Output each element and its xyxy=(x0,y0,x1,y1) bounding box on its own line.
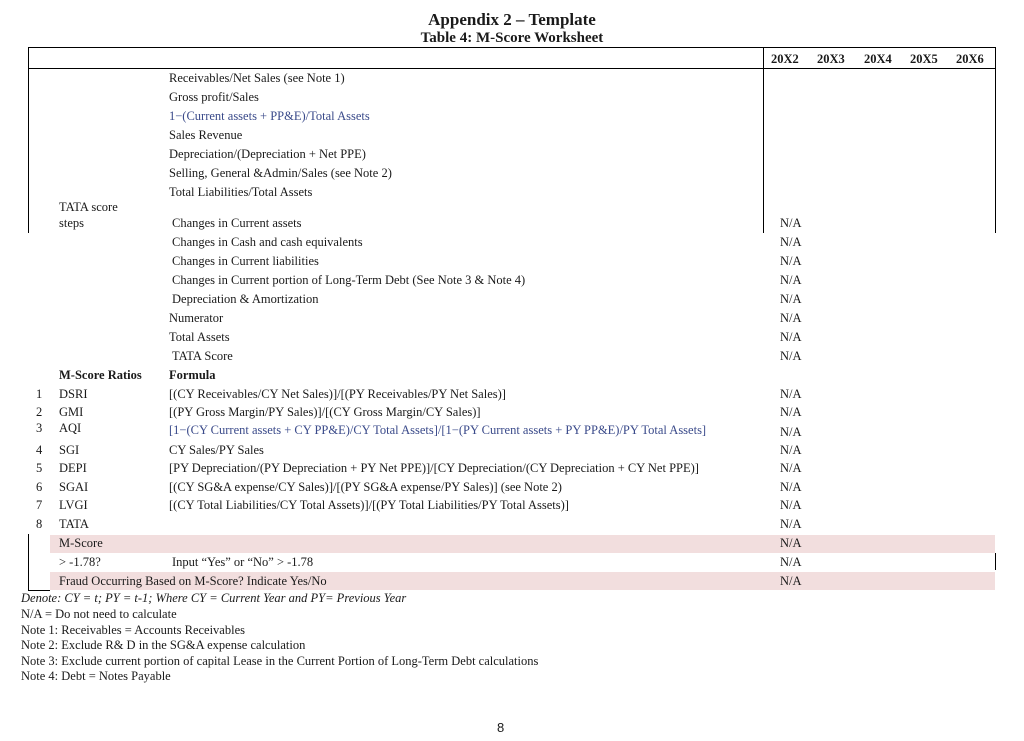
value-column-divider xyxy=(763,47,764,233)
formula-header: Formula xyxy=(169,368,216,382)
na-note: N/A = Do not need to calculate xyxy=(21,607,177,621)
mscore-value[interactable]: N/A xyxy=(780,536,802,550)
ratio-number: 4 xyxy=(36,443,43,457)
threshold-value[interactable]: N/A xyxy=(780,555,802,569)
ratio-formula: [(CY Total Liabilities/CY Total Assets)]/[(PY Total Liabilities/PY Total Assets)] xyxy=(169,498,569,512)
fraud-value[interactable]: N/A xyxy=(780,574,802,588)
bottom-left-border xyxy=(28,534,29,591)
ratio-number: 5 xyxy=(36,461,43,475)
table-title: Table 4: M-Score Worksheet xyxy=(420,30,604,46)
ratio-number: 2 xyxy=(36,405,43,419)
ratio-value: N/A xyxy=(780,443,802,457)
input-row-label: Selling, General &Admin/Sales (see Note 2) xyxy=(169,166,392,180)
ratio-number: 6 xyxy=(36,480,43,494)
ratios-header: M-Score Ratios xyxy=(59,368,142,382)
denote-note: Denote: CY = t; PY = t-1; Where CY = Current Year and PY= Previous Year xyxy=(21,591,407,605)
threshold-label: > -1.78? xyxy=(59,555,101,569)
input-row-label: Gross profit/Sales xyxy=(169,90,259,104)
ratio-formula: [PY Depreciation/(PY Depreciation + PY Net PPE)]/[CY Depreciation/(CY Depreciation + CY Net PPE)] xyxy=(169,461,699,475)
table-left-border xyxy=(28,47,29,233)
input-row-label: Sales Revenue xyxy=(169,128,243,142)
ratio-formula: [(CY Receivables/CY Net Sales)]/[(PY Receivables/PY Net Sales)] xyxy=(169,387,506,401)
table-top-border xyxy=(28,47,996,48)
ratio-value: N/A xyxy=(780,498,802,512)
ratio-value: N/A xyxy=(780,387,802,401)
tata-step-label: Changes in Current assets xyxy=(172,216,302,230)
tata-step-value: N/A xyxy=(780,349,802,363)
ratio-formula: [(PY Gross Margin/PY Sales)]/[(CY Gross Margin/CY Sales)] xyxy=(169,405,481,419)
ratio-name: DSRI xyxy=(59,387,88,401)
threshold-input-instruction: Input “Yes” or “No” > -1.78 xyxy=(172,555,314,569)
ratio-number: 3 xyxy=(36,421,43,435)
tata-step-value: N/A xyxy=(780,273,802,287)
tata-step-label: Total Assets xyxy=(169,330,230,344)
ratio-name: AQI xyxy=(59,421,82,435)
ratio-value: N/A xyxy=(780,517,802,531)
tata-step-value: N/A xyxy=(780,216,802,230)
ratio-value: N/A xyxy=(780,405,802,419)
ratio-value: N/A xyxy=(780,480,802,494)
col-header-20x3: 20X3 xyxy=(817,52,845,66)
ratio-value: N/A xyxy=(780,425,802,439)
ratio-formula: [1−(CY Current assets + CY PP&E)/CY Total Assets]/[1−(PY Current assets + PY PP&E)/PY Total Assets] xyxy=(169,423,707,437)
page-number: 8 xyxy=(497,720,505,735)
tata-step-value: N/A xyxy=(780,292,802,306)
col-header-20x5: 20X5 xyxy=(910,52,938,66)
ratio-number: 1 xyxy=(36,387,43,401)
bottom-right-border xyxy=(995,553,996,570)
ratio-name: SGI xyxy=(59,443,80,457)
ratio-formula: CY Sales/PY Sales xyxy=(169,443,264,457)
tata-step-label: Changes in Current liabilities xyxy=(172,254,319,268)
tata-step-value: N/A xyxy=(780,235,802,249)
ratio-value: N/A xyxy=(780,461,802,475)
ratio-name: DEPI xyxy=(59,461,87,475)
tata-step-label: TATA Score xyxy=(172,349,233,363)
tata-steps-label: TATA score xyxy=(59,200,118,214)
col-header-20x2: 20X2 xyxy=(771,52,799,66)
note-3: Note 3: Exclude current portion of capital Lease in the Current Portion of Long-Term Debt calculations xyxy=(21,654,539,668)
input-row-label: Receivables/Net Sales (see Note 1) xyxy=(169,71,345,85)
page-title: Appendix 2 – Template xyxy=(428,10,596,29)
note-2: Note 2: Exclude R& D in the SG&A expense calculation xyxy=(21,638,306,652)
col-header-20x6: 20X6 xyxy=(956,52,984,66)
tata-step-value: N/A xyxy=(780,254,802,268)
tata-step-label: Changes in Current portion of Long-Term Debt (See Note 3 & Note 4) xyxy=(172,273,526,287)
ratio-name: LVGI xyxy=(59,498,88,512)
ratio-number: 7 xyxy=(36,498,43,512)
ratio-name: SGAI xyxy=(59,480,89,494)
tata-steps-label: steps xyxy=(59,216,84,230)
input-row-label: Total Liabilities/Total Assets xyxy=(169,185,313,199)
tata-step-value: N/A xyxy=(780,330,802,344)
ratio-name: TATA xyxy=(59,517,89,531)
ratio-name: GMI xyxy=(59,405,84,419)
input-row-label: Depreciation/(Depreciation + Net PPE) xyxy=(169,147,366,161)
tata-step-label: Depreciation & Amortization xyxy=(172,292,319,306)
tata-step-label: Numerator xyxy=(169,311,224,325)
note-1: Note 1: Receivables = Accounts Receivables xyxy=(21,623,245,637)
fraud-label: Fraud Occurring Based on M-Score? Indicate Yes/No xyxy=(59,574,327,588)
ratio-number: 8 xyxy=(36,517,43,531)
mscore-label: M-Score xyxy=(59,536,103,550)
tata-step-value: N/A xyxy=(780,311,802,325)
input-row-label: 1−(Current assets + PP&E)/Total Assets xyxy=(169,109,370,123)
note-4: Note 4: Debt = Notes Payable xyxy=(21,669,171,683)
ratio-formula: [(CY SG&A expense/CY Sales)]/[(PY SG&A expense/PY Sales)] (see Note 2) xyxy=(169,480,562,494)
header-bottom-border xyxy=(28,68,996,69)
table-right-border xyxy=(995,47,996,233)
mscore-row-highlight xyxy=(50,535,995,553)
col-header-20x4: 20X4 xyxy=(864,52,892,66)
tata-step-label: Changes in Cash and cash equivalents xyxy=(172,235,363,249)
